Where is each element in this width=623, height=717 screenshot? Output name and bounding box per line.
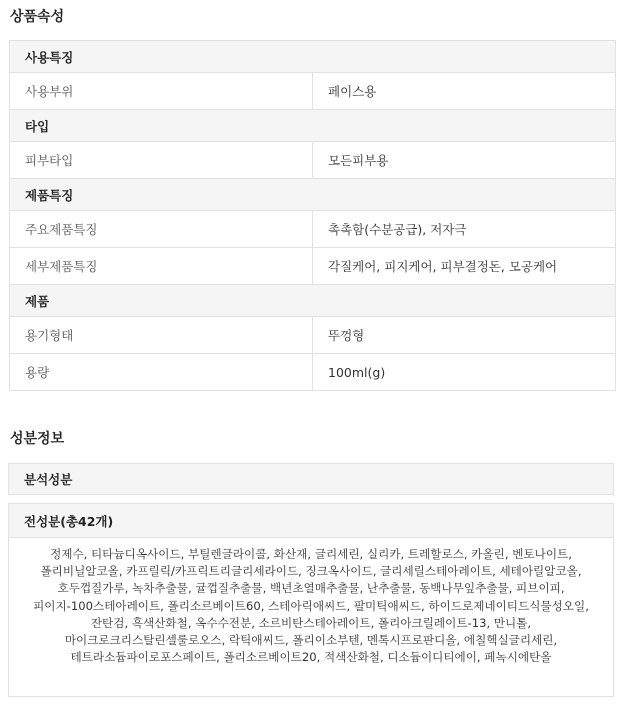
analysis-ingredients-box	[8, 463, 614, 495]
analysis-ingredients-header: 분석성분	[9, 464, 613, 494]
group-header-row	[10, 285, 616, 317]
attr-key: 피부타입	[10, 142, 313, 179]
attributes-table	[9, 40, 616, 391]
table-row	[10, 248, 616, 285]
attr-value: 모든피부용	[313, 142, 616, 179]
attributes-section-title: 상품속성	[10, 9, 65, 25]
attr-value: 각질케어, 피지케어, 피부결정돈, 모공케어	[313, 248, 616, 285]
table-row	[10, 354, 616, 391]
attr-value: 100ml(g)	[313, 354, 616, 391]
attr-key: 용기형태	[10, 317, 313, 354]
group-header-product: 제품	[10, 285, 616, 317]
all-ingredients-header: 전성분(총42개)	[9, 504, 613, 538]
group-header-row	[10, 179, 616, 211]
table-row	[10, 211, 616, 248]
attr-value: 촉촉함(수분공급), 저자극	[313, 211, 616, 248]
attr-key: 사용부위	[10, 73, 313, 110]
group-header-usage: 사용특징	[10, 41, 616, 73]
table-row	[10, 142, 616, 179]
attr-key: 주요제품특징	[10, 211, 313, 248]
attr-value: 페이스용	[313, 73, 616, 110]
attr-key: 용량	[10, 354, 313, 391]
table-row	[10, 317, 616, 354]
group-header-row	[10, 41, 616, 73]
attr-value: 뚜껑형	[313, 317, 616, 354]
all-ingredients-text: 정제수, 티타늄디옥사이드, 부틸렌글라이콜, 화산재, 글리세린, 실리카, 트레할로스, 카올린, 벤토나이트, 폴리비닐알코올, 카프릴릭/카프릭트리글리세라이드, 징크옥사이드, 글리세릴스테아레이트, 세테아릴알코올, 호두껍질가루, 녹차추출물, 귤껍질추출물, 백년초열매추출물, 난추출물, 동백나무잎추출물, 피브이피, 피이지-100스테아레이트, 폴리소르베이트60, 스테아릭애씨드, 팔미틱애씨드, 하이드로제네이티드식물성오일, 잔탄검, 흑색산화철, 옥수수전분, 소르비탄스테아레이트, 폴리아크릴레이트-13, 만니톨, 마이크로크리스탈린셀룰로오스, 락틱애씨드, 폴리이소부텐, 멘톡시프로판디올, 에칠헥실글리세린, 테트라소듐파이로포스페이트, 폴리소르베이트20, 적색산화철, 디소듐이디티에이, 페녹시에탄올	[33, 547, 589, 665]
table-row	[10, 73, 616, 110]
group-header-features: 제품특징	[10, 179, 616, 211]
group-header-row	[10, 110, 616, 142]
group-header-type: 타입	[10, 110, 616, 142]
attr-key: 세부제품특징	[10, 248, 313, 285]
ingredients-section-title: 성분정보	[10, 431, 65, 447]
all-ingredients-box	[8, 503, 614, 697]
